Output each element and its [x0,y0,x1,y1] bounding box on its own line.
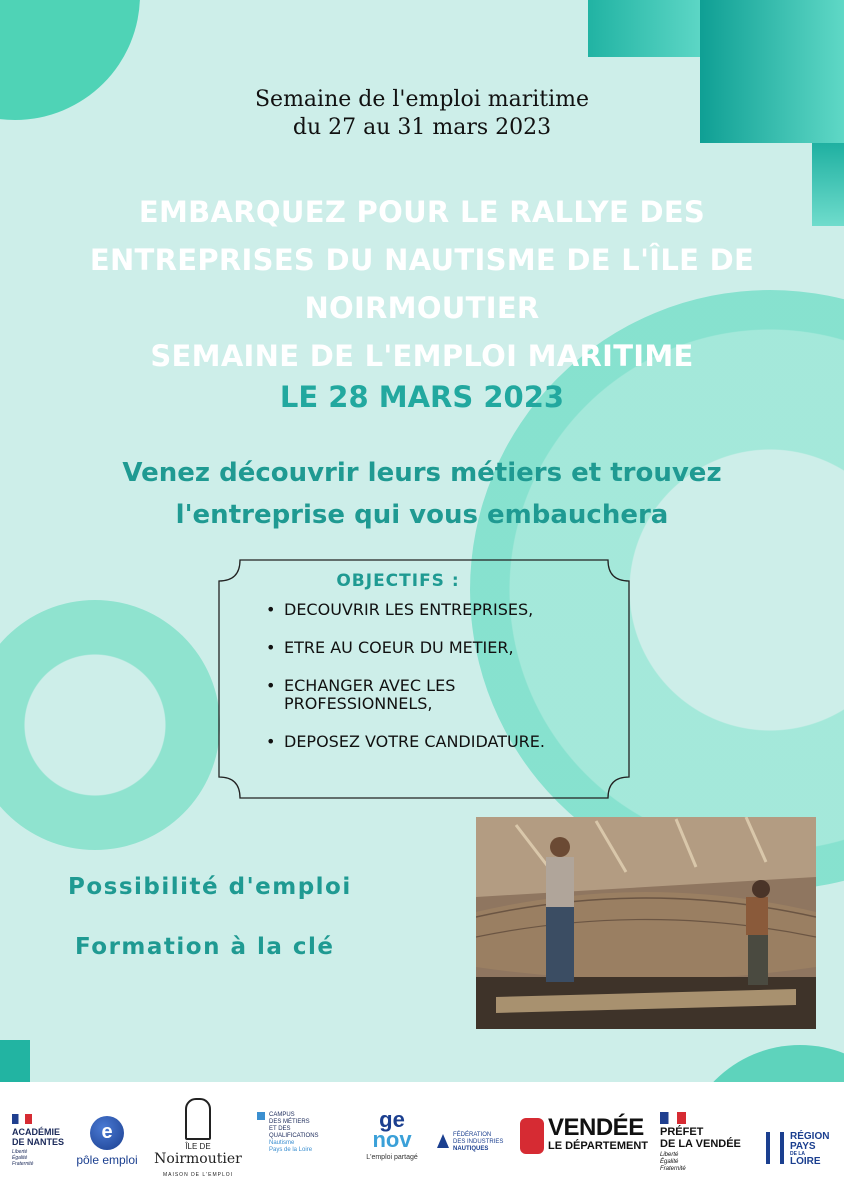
invitation-line: l'entreprise qui vous embauchera [175,500,669,530]
pole-emploi-icon: e [90,1116,124,1150]
vendee-departement-logo: VENDÉE LE DÉPARTEMENT [520,1116,652,1153]
event-date: LE 28 MARS 2023 [279,380,565,414]
decorative-square-bottom-left [0,1040,30,1082]
bullet-icon: • [266,600,276,619]
objective-item: • DEPOSEZ VOTRE CANDIDATURE. [266,732,545,751]
event-header [0,86,844,142]
decorative-ring-left [0,600,220,850]
objective-item: • ETRE AU COEUR DU METIER, [266,638,514,657]
main-headline [40,188,804,380]
headline-line: ENTREPRISES DU NAUTISME DE L'ÎLE DE [89,243,755,277]
federation-industries-nautiques-logo: FÉDÉRATION DES INDUSTRIES NAUTIQUES [437,1132,507,1153]
employment-possibility: Possibilité d'emploi [68,874,352,900]
event-name: Semaine de l'emploi maritime [254,87,590,112]
french-flag-icon [660,1112,686,1124]
objective-item: • DECOUVRIR LES ENTREPRISES, [266,600,534,619]
bullet-icon: • [266,638,276,657]
headline-line: SEMAINE DE L'EMPLOI MARITIME [150,339,694,373]
noirmoutier-emblem-icon [185,1098,211,1140]
objectives-title: OBJECTIFS : [336,571,460,591]
french-flag-icon [12,1114,32,1124]
decorative-square [812,143,844,226]
objectives-list [266,601,616,771]
campus-icon [257,1112,265,1120]
vendee-hearts-icon [520,1118,544,1154]
event-dates: du 27 au 31 mars 2023 [292,115,552,140]
bullet-icon: • [266,732,276,751]
region-pays-de-la-loire-logo: RÉGION PAYS DE LA LOIRE [766,1132,838,1167]
boatbuilding-photo [476,817,816,1029]
region-icon [766,1132,784,1164]
objective-item: • ECHANGER AVEC LES PROFESSIONNELS, [266,676,456,713]
bullet-icon: • [266,676,276,695]
academie-nantes-logo: ACADÉMIE DE NANTES Liberté Égalité Fraternité [12,1114,72,1167]
invitation-text [60,452,784,536]
prefet-vendee-logo: PRÉFET DE LA VENDÉE Liberté Égalité Fraternité [660,1112,750,1173]
noirmoutier-logo: ÎLE DE Noirmoutier MAISON DE L'EMPLOI [152,1098,244,1178]
training-offer: Formation à la clé [75,934,335,960]
sail-icon [437,1134,449,1148]
workshop-image [476,817,816,1029]
invitation-line: Venez découvrir leurs métiers et trouvez [122,458,722,488]
headline-line: EMBARQUEZ POUR LE RALLYE DES [138,195,706,229]
pole-emploi-logo: e pôle emploi [72,1116,142,1167]
objectives-frame [218,559,630,799]
genov-logo: ge nov L'emploi partagé [366,1107,418,1161]
partner-logos-bar [0,1082,844,1194]
decorative-square [588,0,700,57]
headline-line: NOIRMOUTIER [304,291,540,325]
campus-metiers-logo: CAMPUS DES MÉTIERS ET DES QUALIFICATIONS Nautisme Pays de la Loire [257,1112,337,1154]
